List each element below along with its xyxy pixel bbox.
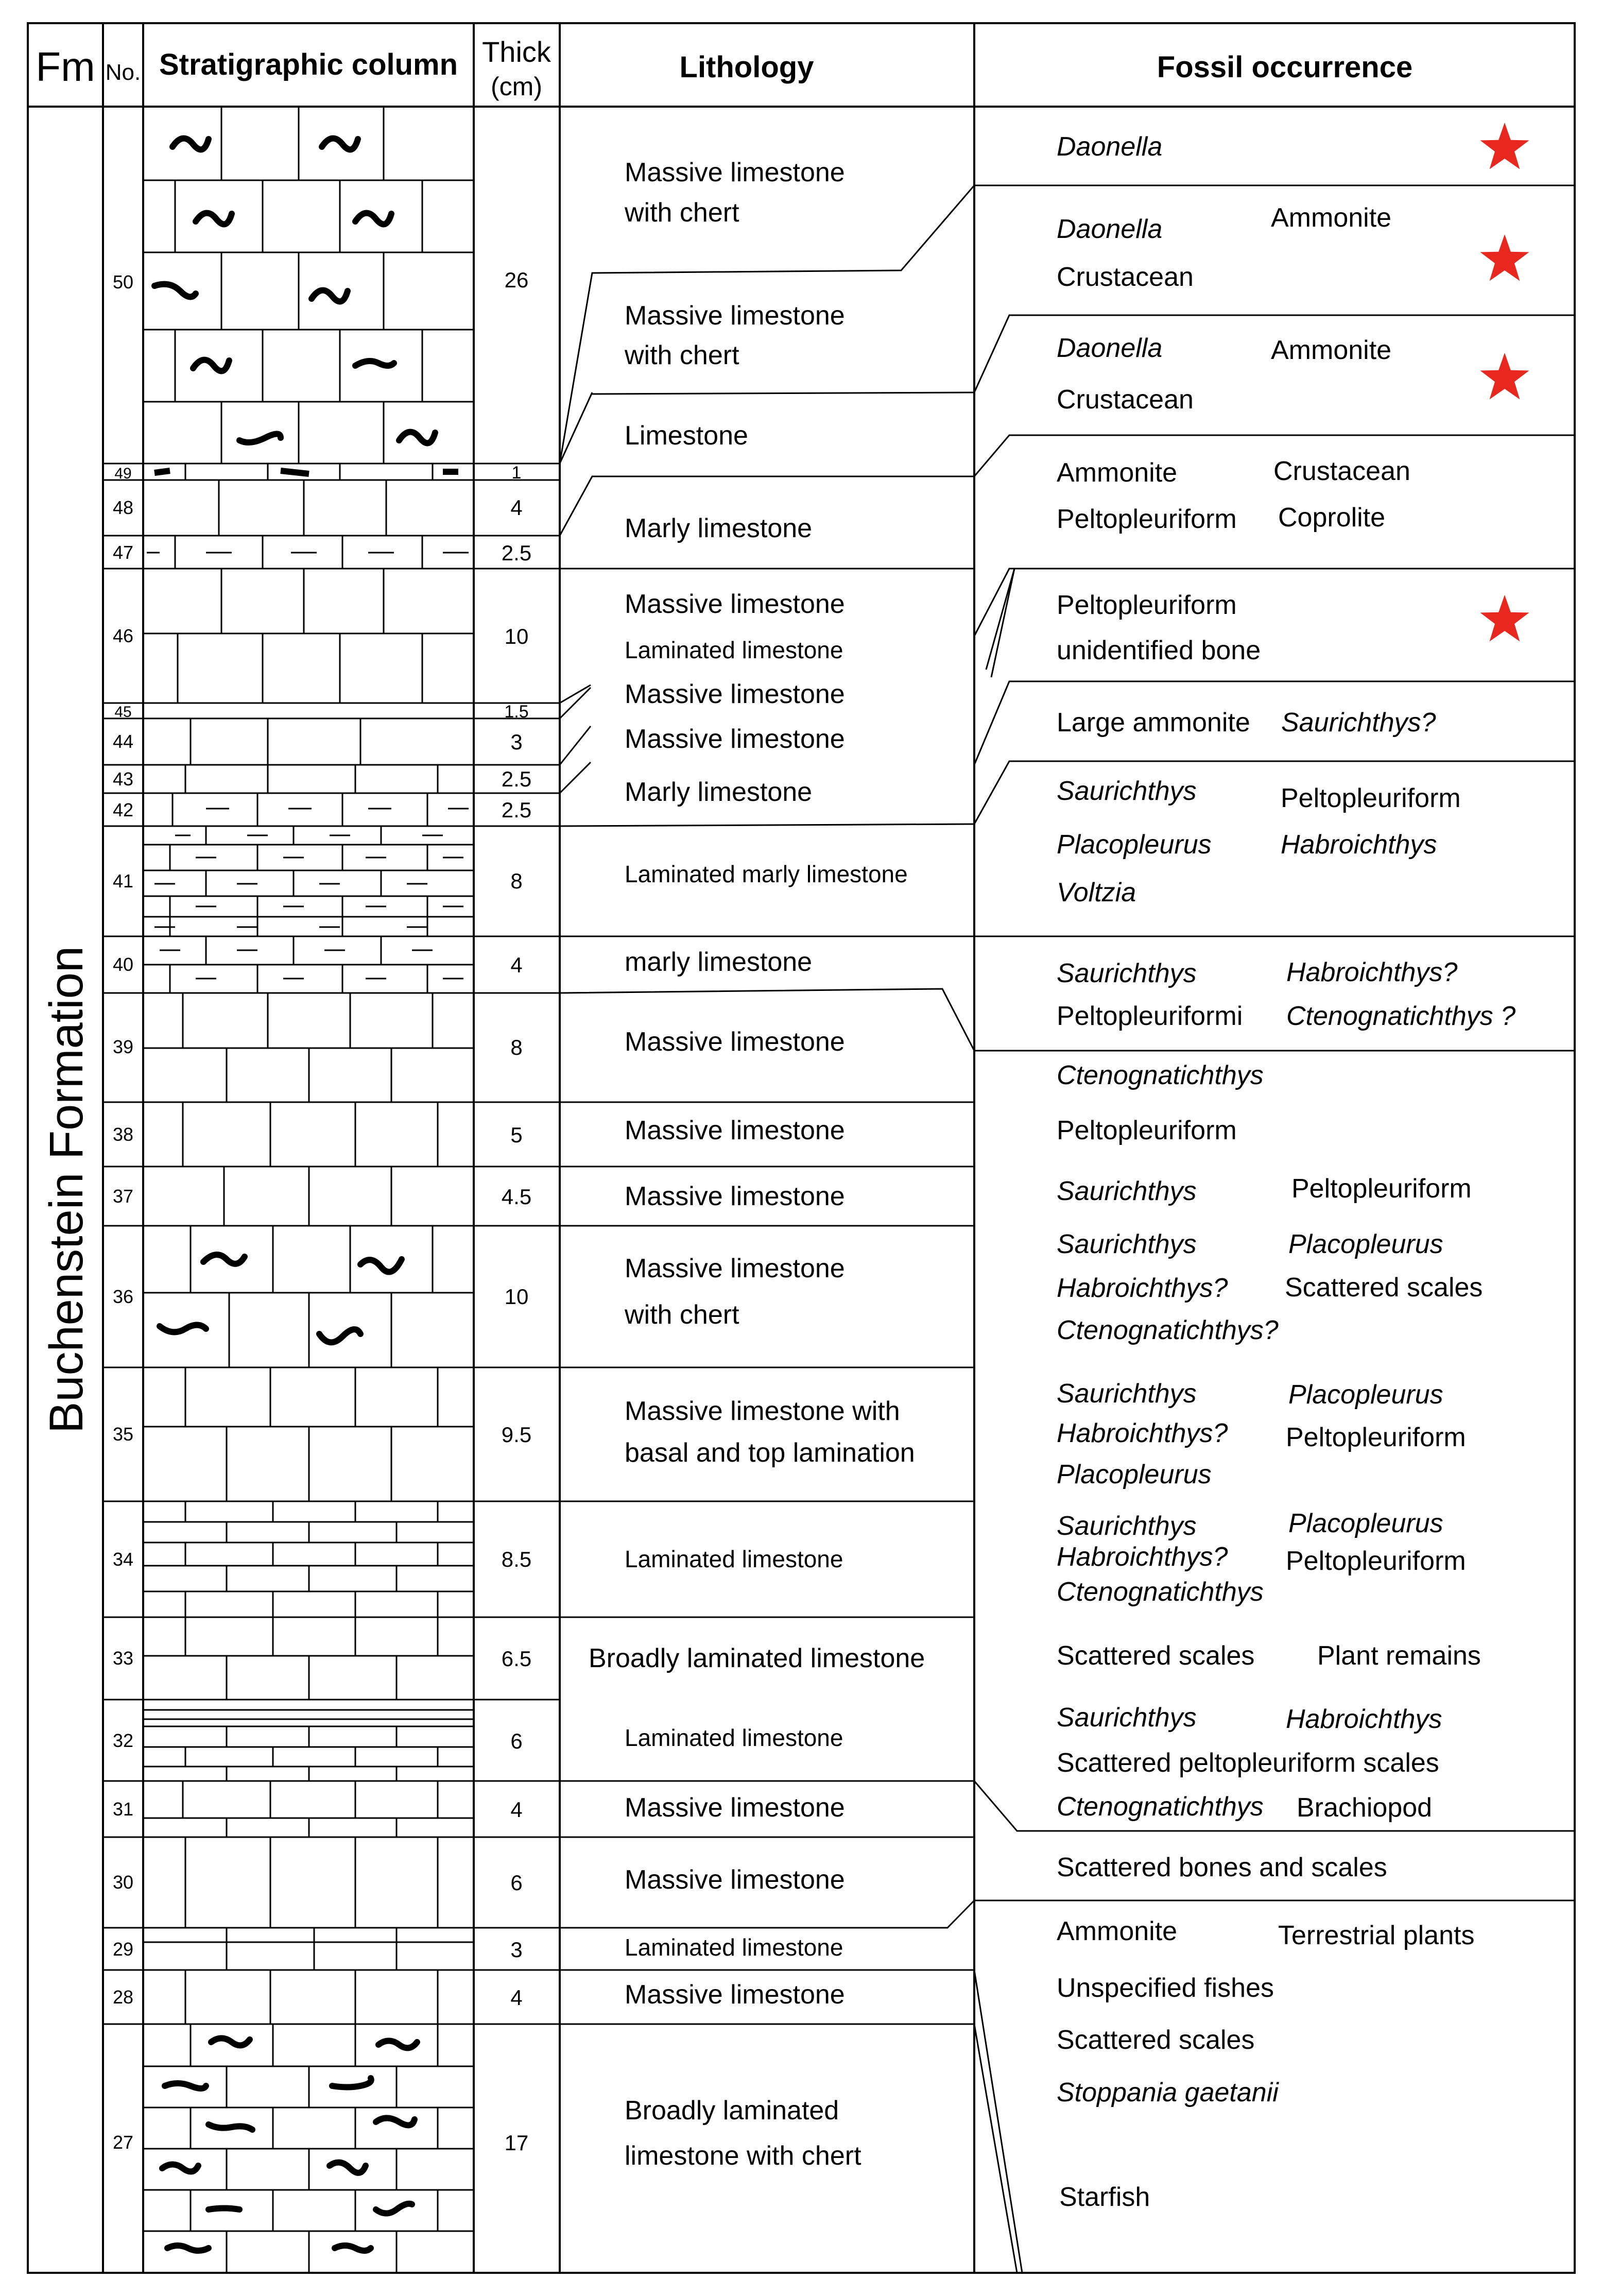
bed-no: 39 xyxy=(112,1036,134,1057)
bed-thickness: 4 xyxy=(510,495,523,520)
lithology-label: Massive limestone xyxy=(625,1254,845,1283)
bed-thickness: 1 xyxy=(511,463,522,483)
fossil-taxon: Saurichthys xyxy=(1057,1703,1197,1733)
fossil-taxon: Peltopleuriform xyxy=(1281,783,1461,813)
bed-no: 36 xyxy=(112,1286,134,1307)
bed-thickness: 8.5 xyxy=(501,1547,532,1571)
bed-no: 42 xyxy=(112,799,134,820)
lithology-label: Massive limestone xyxy=(625,724,845,754)
bed-numbers xyxy=(113,271,133,2153)
fossil-taxon: Scattered peltopleuriform scales xyxy=(1057,1748,1439,1778)
fossil-taxon: Brachiopod xyxy=(1297,1793,1433,1823)
fossil-taxon: Placopleurus xyxy=(1057,830,1212,860)
fossil-taxon: Peltopleuriform xyxy=(1057,590,1237,620)
fossil-taxon: Plant remains xyxy=(1317,1641,1481,1671)
lithology-label: Broadly laminated limestone xyxy=(589,1643,925,1673)
bed-thickness: 10 xyxy=(504,624,529,648)
header-row xyxy=(36,36,1412,101)
fossil-taxon: Peltopleuriform xyxy=(1057,504,1237,534)
bed-no: 28 xyxy=(112,1986,134,2008)
formation-label: Buchenstein Formation xyxy=(40,946,93,1434)
fossil-taxon: Peltopleuriform xyxy=(1286,1423,1466,1452)
bed-no: 34 xyxy=(112,1549,134,1570)
fossil-taxon: Ammonite xyxy=(1057,458,1178,488)
bed-thickness: 6.5 xyxy=(501,1647,532,1671)
fossil-taxon: Ctenognatichthys xyxy=(1057,1792,1264,1822)
fossil-taxon: unidentified bone xyxy=(1057,636,1261,665)
bed-thickness: 2.5 xyxy=(501,541,532,565)
bed-thickness: 2.5 xyxy=(501,798,532,822)
fossil-taxon: Peltopleuriformi xyxy=(1057,1001,1243,1031)
lithology-label: Massive limestone with xyxy=(625,1396,900,1426)
bed-thickness: 4 xyxy=(510,1985,523,2010)
lithology-label: Laminated limestone xyxy=(625,1546,843,1572)
fossil-taxon: Saurichthys xyxy=(1057,776,1197,806)
bed-no: 29 xyxy=(112,1939,134,1960)
fossil-taxon: Habroichthys xyxy=(1281,830,1437,860)
fossil-taxon: Scattered scales xyxy=(1285,1273,1483,1303)
star-icon xyxy=(1480,234,1529,281)
bed-thickness: 4 xyxy=(510,953,523,977)
fossil-taxon: Terrestrial plants xyxy=(1278,1921,1475,1950)
lithology-label: Massive limestone xyxy=(625,589,845,619)
bed-thickness: 2.5 xyxy=(501,767,532,791)
bed-thickness: 6 xyxy=(510,1871,523,1895)
bed-no: 46 xyxy=(112,625,134,646)
fossil-taxon: Ctenognatichthys? xyxy=(1057,1315,1279,1345)
bed-thickness: 26 xyxy=(504,268,529,292)
fossil-taxon: Habroichthys? xyxy=(1057,1273,1228,1303)
lithology-label: with chert xyxy=(625,198,739,228)
lithology-label: Limestone xyxy=(625,421,748,451)
bed-thickness: 17 xyxy=(504,2131,529,2155)
fossil-taxon: Crustacean xyxy=(1273,456,1410,486)
fossil-taxon: Peltopleuriform xyxy=(1291,1174,1472,1204)
fossil-taxon: Placopleurus xyxy=(1288,1229,1443,1259)
fossil-taxon: Habroichthys? xyxy=(1286,957,1458,987)
lithology-label: Massive limestone xyxy=(625,301,845,331)
fossil-taxon: Habroichthys xyxy=(1286,1704,1442,1734)
fossil-taxon: Saurichthys xyxy=(1057,958,1197,988)
fossil-taxon: Coprolite xyxy=(1278,503,1386,533)
bed-thickness: 5 xyxy=(510,1123,523,1147)
fossil-taxon: Saurichthys xyxy=(1057,1176,1197,1206)
lithology-label: Massive limestone xyxy=(625,1027,845,1057)
lithology-label: Massive limestone xyxy=(625,1181,845,1211)
fossil-taxon: Ctenognatichthys xyxy=(1057,1060,1264,1090)
bed-no: 27 xyxy=(112,2132,134,2153)
highlight-stars xyxy=(1480,123,1529,642)
lithology-label: Massive limestone xyxy=(625,679,845,709)
header-fm: Fm xyxy=(36,44,95,90)
bed-thickness: 1.5 xyxy=(504,702,529,722)
bed-thickness: 9.5 xyxy=(501,1423,532,1447)
bed-thickness: 8 xyxy=(510,869,523,893)
thickness-values xyxy=(502,268,531,2155)
fossil-taxon: Habroichthys? xyxy=(1057,1418,1228,1448)
fossil-taxon: Saurichthys xyxy=(1057,1229,1197,1259)
bed-no: 38 xyxy=(112,1124,134,1145)
fossil-taxon: Peltopleuriform xyxy=(1057,1116,1237,1145)
fossil-taxon: Ammonite xyxy=(1271,335,1392,365)
bed-no: 44 xyxy=(112,731,134,752)
fossil-taxon: Scattered scales xyxy=(1057,1641,1255,1671)
header-lithology: Lithology xyxy=(679,50,814,84)
fossil-taxon: Scattered scales xyxy=(1057,2025,1255,2055)
lithology-label: basal and top lamination xyxy=(625,1438,915,1468)
fossil-taxon: Stoppania gaetanii xyxy=(1057,2078,1279,2107)
fossil-taxon: Voltzia xyxy=(1057,878,1136,907)
lithology-label: Massive limestone xyxy=(625,1116,845,1145)
bed-no: 40 xyxy=(112,954,134,975)
bed-thickness: 4 xyxy=(510,1797,523,1822)
header-fossils: Fossil occurrence xyxy=(1157,50,1413,84)
fossil-taxon: Placopleurus xyxy=(1288,1380,1443,1410)
header-no: No. xyxy=(105,60,141,85)
bed-thickness: 4.5 xyxy=(501,1185,532,1209)
fossil-taxon: Crustacean xyxy=(1057,385,1194,415)
lithology-label: with chert xyxy=(625,1300,739,1330)
lithology-labels xyxy=(589,158,925,2171)
lithology-label: Massive limestone xyxy=(625,158,845,187)
bed-no: 30 xyxy=(112,1872,134,1893)
fossil-taxon: Saurichthys xyxy=(1057,1379,1197,1409)
lithology-label: Massive limestone xyxy=(625,1865,845,1895)
bed-thickness: 3 xyxy=(510,730,523,754)
lithology-label: Laminated limestone xyxy=(625,1724,843,1751)
bed-no: 33 xyxy=(112,1648,134,1669)
lithology-label: with chert xyxy=(625,340,739,370)
lithology-label: Laminated marly limestone xyxy=(625,861,908,887)
star-icon xyxy=(1480,353,1529,400)
lithology-label: Massive limestone xyxy=(625,1793,845,1823)
bed-no: 32 xyxy=(112,1730,134,1751)
bed-no: 48 xyxy=(112,497,134,518)
bed-no: 37 xyxy=(112,1186,134,1207)
fossil-taxon: Large ammonite xyxy=(1057,708,1250,738)
fossil-taxon: Crustacean xyxy=(1057,262,1194,292)
column-patterns xyxy=(143,107,474,2273)
fossil-taxon: Saurichthys xyxy=(1057,1511,1197,1541)
fossil-taxon: Placopleurus xyxy=(1057,1460,1212,1489)
fossil-taxon: Starfish xyxy=(1059,2182,1150,2212)
header-column: Stratigraphic column xyxy=(159,48,458,81)
lithology-label: marly limestone xyxy=(625,947,813,977)
fossil-taxon: Habroichthys? xyxy=(1057,1542,1228,1572)
fossil-taxon: Scattered bones and scales xyxy=(1057,1853,1387,1882)
bed-no: 45 xyxy=(114,704,132,721)
fossil-taxon: Daonella xyxy=(1057,132,1163,162)
lithology-label: Massive limestone xyxy=(625,1980,845,2010)
lithology-label: Marly limestone xyxy=(625,513,813,543)
header-thick: Thick xyxy=(482,36,551,68)
fossil-taxon: Saurichthys? xyxy=(1281,708,1436,738)
lithology-label: Laminated limestone xyxy=(625,1934,843,1961)
lithology-label: Broadly laminated xyxy=(625,2096,839,2126)
bed-no: 47 xyxy=(112,542,134,563)
fossil-taxon: Ctenognatichthys xyxy=(1057,1577,1264,1607)
bed-no: 35 xyxy=(112,1424,134,1445)
fossil-taxon: Daonella xyxy=(1057,214,1163,244)
bed-no: 49 xyxy=(114,465,132,482)
bed-thickness: 3 xyxy=(510,1938,523,1962)
bed-no: 50 xyxy=(112,271,134,293)
star-icon xyxy=(1480,595,1529,642)
fossil-taxon: Ctenognatichthys ? xyxy=(1286,1001,1516,1031)
lithology-label: Laminated limestone xyxy=(625,637,843,663)
bed-thickness: 10 xyxy=(504,1284,529,1309)
fossil-taxon: Ammonite xyxy=(1057,1916,1178,1946)
fossil-taxon: Daonella xyxy=(1057,333,1163,363)
lithology-label: limestone with chert xyxy=(625,2141,861,2171)
fossil-taxon: Placopleurus xyxy=(1288,1509,1443,1538)
star-icon xyxy=(1480,123,1529,169)
lithology-label: Marly limestone xyxy=(625,777,813,807)
bed-no: 43 xyxy=(112,768,134,790)
fossil-taxon: Peltopleuriform xyxy=(1286,1546,1466,1576)
fossil-taxon: Ammonite xyxy=(1271,203,1392,233)
bed-no: 31 xyxy=(112,1798,134,1820)
bed-thickness: 6 xyxy=(510,1729,523,1753)
header-thick-unit: (cm) xyxy=(491,72,542,101)
fossil-taxon: Unspecified fishes xyxy=(1057,1973,1274,2003)
bed-thickness: 8 xyxy=(510,1035,523,1059)
bed-no: 41 xyxy=(112,870,134,892)
